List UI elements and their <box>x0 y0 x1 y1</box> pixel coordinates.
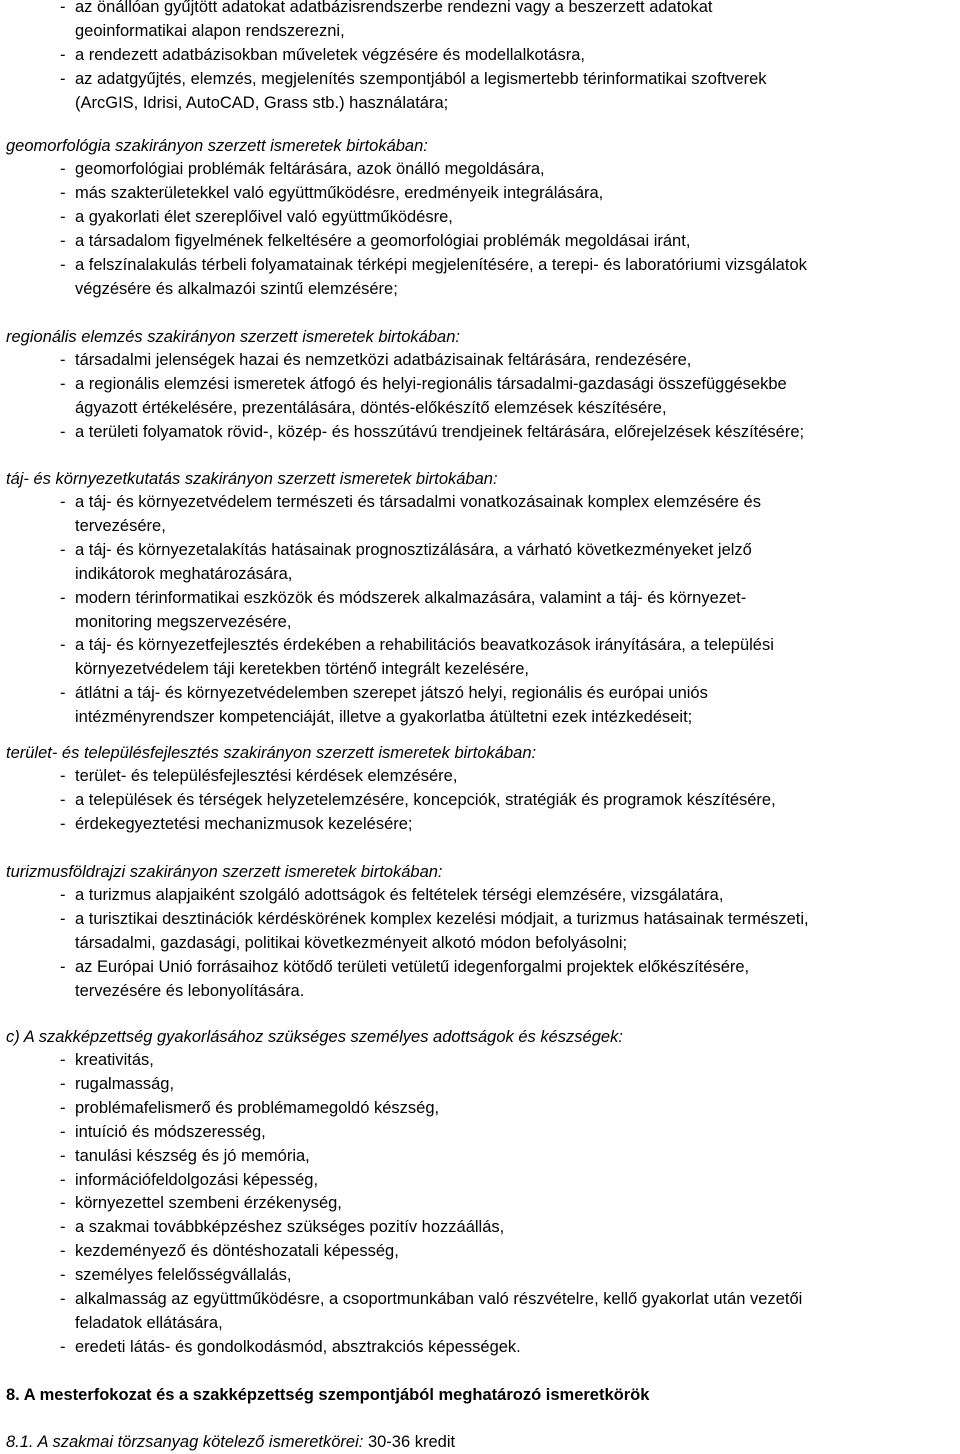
bullet-dash: - <box>60 814 66 833</box>
bullet-dash: - <box>60 374 66 393</box>
list-item <box>60 789 960 813</box>
list-item-text: geomorfológiai problémák feltárására, azok önálló megoldására, <box>75 160 545 178</box>
list-item <box>60 230 960 254</box>
list-item <box>60 1145 960 1169</box>
landscape-environment-list <box>60 491 960 730</box>
bullet-dash: - <box>60 422 66 441</box>
list-item-continuation: geoinformatikai alapon rendszerezni, <box>75 21 345 40</box>
list-item <box>60 44 960 68</box>
list-item-text: tanulási készség és jó memória, <box>75 1146 310 1165</box>
section-heading-regional-development: terület- és településfejlesztés szakirányon szerzett ismeretek birtokában: <box>6 744 537 762</box>
list-item <box>60 1240 960 1264</box>
list-item-text: a területi folyamatok rövid-, közép- és hosszútávú trendjeinek feltárására, előrejelzések készítésére; <box>75 422 805 441</box>
list-item <box>60 1192 960 1216</box>
heading-8-1 <box>6 1430 455 1454</box>
bullet-dash: - <box>60 1122 66 1141</box>
section-heading-geomorphology: geomorfológia szakirányon szerzett ismeretek birtokában: <box>6 137 428 155</box>
bullet-dash: - <box>60 909 66 928</box>
bullet-dash: - <box>60 886 66 904</box>
section-heading-personal-skills: c) A szakképzettség gyakorlásához szükséges személyes adottságok és készségek: <box>6 1028 623 1046</box>
list-item <box>60 1336 960 1360</box>
bullet-dash: - <box>60 207 66 226</box>
list-item-text: az adatgyűjtés, elemzés, megjelenítés szempontjából a legismertebb térinformatikai szoftverek <box>75 69 767 88</box>
bullet-dash: - <box>60 1146 66 1165</box>
list-item-text: a turizmus alapjaiként szolgáló adottságok és feltételek térségi elemzésére, vizsgálatára, <box>75 886 724 904</box>
list-item <box>60 421 960 445</box>
list-item <box>60 491 960 539</box>
bullet-dash: - <box>60 0 66 16</box>
list-item-continuation: feladatok ellátására, <box>75 1313 223 1332</box>
bullet-dash: - <box>60 540 66 559</box>
heading-8-1-title: 8.1. A szakmai törzsanyag kötelező ismeretkörei: <box>6 1433 364 1451</box>
list-item <box>60 539 960 587</box>
list-item-text: az önállóan gyűjtött adatokat adatbázisrendszerbe rendezni vagy a beszerzett adatokat <box>75 0 713 16</box>
list-item-continuation: monitoring megszervezésére, <box>75 612 292 631</box>
bullet-dash: - <box>60 255 66 274</box>
tourism-geography-list <box>60 884 960 1004</box>
list-item-text: személyes felelősségvállalás, <box>75 1266 292 1285</box>
list-item <box>60 1097 960 1121</box>
list-item-text: a gyakorlati élet szereplőivel való együttműködésre, <box>75 207 453 226</box>
list-item <box>60 1049 960 1073</box>
section-heading-landscape-environment: táj- és környezetkutatás szakirányon szerzett ismeretek birtokában: <box>6 470 498 488</box>
list-item <box>60 254 960 302</box>
list-item-text: kreativitás, <box>75 1051 154 1069</box>
list-item-continuation: végzésére és alkalmazói szintű elemzésére; <box>75 279 398 298</box>
list-item-text: az Európai Unió forrásaihoz kötődő területi vetületű idegenforgalmi projektek előkészítésére, <box>75 957 750 976</box>
list-item-text: környezettel szembeni érzékenység, <box>75 1194 342 1213</box>
list-item-text: a táj- és környezetvédelem természeti és társadalmi vonatkozásainak komplex elemzésére és <box>75 493 761 511</box>
list-item-text: más szakterületekkel való együttműködésre, eredményeik integrálására, <box>75 183 604 202</box>
bullet-dash: - <box>60 1218 66 1237</box>
list-item-text: modern térinformatikai eszközök és módszerek alkalmazására, valamint a táj- és környezet- <box>75 588 747 607</box>
list-item <box>60 182 960 206</box>
list-item-text: a felszínalakulás térbeli folyamatainak térképi megjelenítésére, a terepi- és laboratóriumi vizsgálatok <box>75 255 807 274</box>
regional-analysis-list <box>60 349 960 445</box>
list-item <box>60 1073 960 1097</box>
list-item-text: információfeldolgozási képesség, <box>75 1170 319 1189</box>
section-heading-tourism-geography: turizmusföldrajzi szakirányon szerzett ismeretek birtokában: <box>6 863 443 881</box>
bullet-dash: - <box>60 183 66 202</box>
list-item <box>60 1288 960 1336</box>
bullet-dash: - <box>60 160 66 178</box>
personal-skills-list <box>60 1049 960 1360</box>
list-item <box>60 1169 960 1193</box>
bullet-dash: - <box>60 1290 66 1309</box>
bullet-dash: - <box>60 588 66 607</box>
list-item-continuation: tervezésére és lebonyolítására. <box>75 981 305 1000</box>
bullet-dash: - <box>60 790 66 809</box>
list-item <box>60 884 960 908</box>
heading-8-1-credits: 30-36 kredit <box>363 1433 456 1451</box>
bullet-dash: - <box>60 231 66 250</box>
list-item-text: a rendezett adatbázisokban műveletek végzésére és modellalkotásra, <box>75 45 585 64</box>
bullet-dash: - <box>60 1242 66 1261</box>
bullet-dash: - <box>60 493 66 511</box>
list-item <box>60 1216 960 1240</box>
list-item <box>60 813 960 837</box>
bullet-dash: - <box>60 1266 66 1285</box>
bullet-dash: - <box>60 45 66 64</box>
list-item <box>60 0 960 44</box>
list-item <box>60 373 960 421</box>
list-item-text: a turisztikai desztinációk kérdéskörének komplex kezelési módjait, a turizmus hatásainak természeti, <box>75 909 809 928</box>
bullet-dash: - <box>60 1051 66 1069</box>
list-item-continuation: környezetvédelem táji keretekben történő integrált kezelésére, <box>75 660 529 679</box>
intro-list <box>60 0 960 116</box>
bullet-dash: - <box>60 1170 66 1189</box>
list-item-continuation: (ArcGIS, Idrisi, AutoCAD, Grass stb.) használatára; <box>75 93 449 112</box>
list-item-continuation: ágyazott értékelésére, prezentálására, döntés-előkészítő elemzések készítésére, <box>75 398 667 417</box>
list-item-continuation: indikátorok meghatározására, <box>75 564 293 583</box>
list-item-text: intuíció és módszeresség, <box>75 1122 266 1141</box>
regional-development-list <box>60 765 960 837</box>
bullet-dash: - <box>60 1194 66 1213</box>
list-item-text: társadalmi jelenségek hazai és nemzetközi adatbázisainak feltárására, rendezésére, <box>75 351 692 369</box>
list-item-text: terület- és településfejlesztési kérdések elemzésére, <box>75 767 458 785</box>
list-item-text: a társadalom figyelmének felkeltésére a geomorfológiai problémák megoldásai iránt, <box>75 231 691 250</box>
list-item-text: a táj- és környezetalakítás hatásainak prognosztizálására, a várható következményeket jelző <box>75 540 752 559</box>
list-item-continuation: intézményrendszer kompetenciáját, illetve a gyakorlatba átültetni ezek intézkedéseit; <box>75 708 693 727</box>
list-item-continuation: társadalmi, gazdasági, politikai következményeit alkotó módon befolyásolni; <box>75 933 628 952</box>
bullet-dash: - <box>60 767 66 785</box>
list-item <box>60 682 960 730</box>
list-item-text: alkalmasság az együttműködésre, a csoportmunkában való részvételre, kellő gyakorlat után vezetői <box>75 1290 803 1309</box>
list-item <box>60 158 960 182</box>
list-item-text: rugalmasság, <box>75 1074 175 1093</box>
list-item-text: a szakmai továbbképzéshez szükséges pozitív hozzáállás, <box>75 1218 505 1237</box>
list-item <box>60 1121 960 1145</box>
bullet-dash: - <box>60 957 66 976</box>
bullet-dash: - <box>60 636 66 655</box>
list-item-text: a táj- és környezetfejlesztés érdekében a rehabilitációs beavatkozások irányítására, a települési <box>75 636 774 655</box>
bullet-dash: - <box>60 1337 66 1356</box>
list-item-text: átlátni a táj- és környezetvédelemben szerepet játszó helyi, regionális és európai uniós <box>75 684 708 703</box>
bullet-dash: - <box>60 1074 66 1093</box>
list-item-text: a települések és térségek helyzetelemzésére, koncepciók, stratégiák és programok készítésére, <box>75 790 776 809</box>
list-item <box>60 1264 960 1288</box>
list-item <box>60 206 960 230</box>
bullet-dash: - <box>60 684 66 703</box>
geomorphology-list <box>60 158 960 301</box>
list-item-continuation: tervezésére, <box>75 516 166 535</box>
list-item-text: eredeti látás- és gondolkodásmód, absztrakciós képességek. <box>75 1337 521 1356</box>
bullet-dash: - <box>60 1098 66 1117</box>
list-item <box>60 908 960 956</box>
list-item <box>60 68 960 116</box>
list-item <box>60 349 960 373</box>
heading-8: 8. A mesterfokozat és a szakképzettség szempontjából meghatározó ismeretkörök <box>6 1386 650 1404</box>
list-item-text: a regionális elemzési ismeretek átfogó és helyi-regionális társadalmi-gazdasági összefüggésekbe <box>75 374 787 393</box>
list-item-text: érdekegyeztetési mechanizmusok kezelésére; <box>75 814 413 833</box>
section-heading-regional-analysis: regionális elemzés szakirányon szerzett ismeretek birtokában: <box>6 328 460 346</box>
list-item <box>60 634 960 682</box>
bullet-dash: - <box>60 351 66 369</box>
bullet-dash: - <box>60 69 66 88</box>
list-item <box>60 765 960 789</box>
list-item-text: kezdeményező és döntéshozatali képesség, <box>75 1242 399 1261</box>
list-item <box>60 956 960 1004</box>
list-item <box>60 587 960 635</box>
list-item-text: problémafelismerő és problémamegoldó készség, <box>75 1098 440 1117</box>
